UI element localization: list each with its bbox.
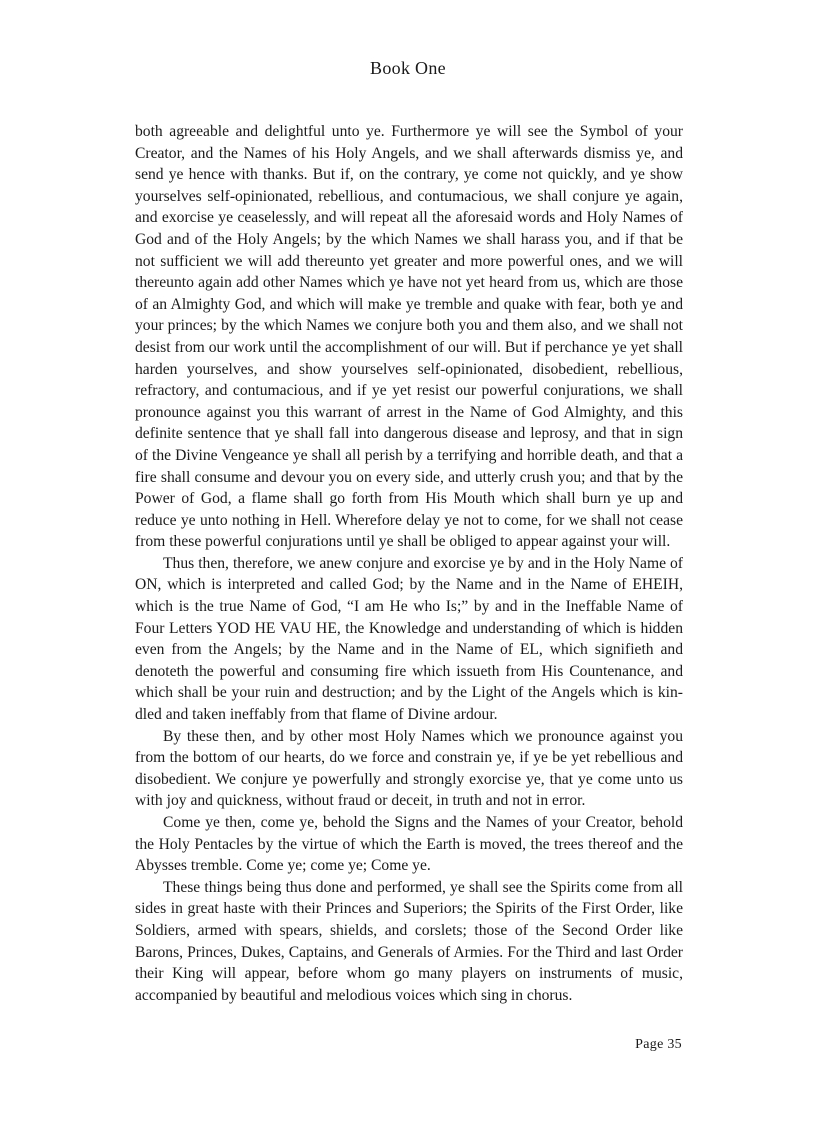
paragraph: These things being thus done and performed, ye shall see the Spirits come from all sides in great haste with their Princes and Superiors; the Spirits of the First Order, like Soldiers, armed with spears, shields, and corslets; those of the Second Order like Barons, Princes, Dukes, Captains, and Generals of Armies. For the Third and last Order their King will appear, before whom go many players on instruments of music, accompanied by beautiful and melodious voices which sing in chorus. — [135, 878, 683, 1004]
running-header: Book One — [370, 58, 446, 78]
page-number: Page 35 — [635, 1037, 682, 1052]
paragraph: By these then, and by other most Holy Names which we pronounce against you from the bottom of our hearts, do we force and constrain ye, if ye be yet rebellious and disobedient. We conjure ye powerfully and strongly exorcise ye, that ye come unto us with joy and quickness, without fraud or deceit, in truth and not in error. — [135, 727, 683, 810]
page-body — [135, 121, 683, 1006]
paragraph: both agreeable and delightful unto ye. Furthermore ye will see the Symbol of your Creator, and the Names of his Holy Angels, and we shall afterwards dismiss ye, and send ye hence with thanks. But if, on the contrary, ye come not quickly, and ye show yourselves self-opinionated, rebellious, and contumacious, we shall conjure ye again, and exorcise ye ceaselessly, and will repeat all the aforesaid words and Holy Names of God and of the Holy Angels; by the which Names we shall harass you, and if that be not sufficient we will add thereunto yet greater and more powerful ones, and we will thereunto again add other Names which ye have not yet heard from us, which are those of an Almighty God, and which will make ye tremble and quake with fear, both ye and your princes; by the which Names we conjure both you and them also, and we shall not desist from our work until the accomplishment of our will. But if perchance ye yet shall harden yourselves, and show yourselves self-opinionated, disobedient, rebellious, refractory, and contumacious, and if ye yet resist our powerful conjurations, we shall pronounce against you this warrant of arrest in the Name of God Almighty, and this definite sentence that ye shall fall into dangerous disease and leprosy, and that in sign of the Divine Vengeance ye shall all perish by a terrifying and horrible death, and that a fire shall consume and devour you on every side, and utterly crush you; and that by the Power of God, a flame shall go forth from His Mouth which shall burn ye up and reduce ye unto nothing in Hell. Wherefore delay ye not to come, for we shall not cease from these powerful conjurations until ye shall be obliged to appear against your will. — [135, 123, 683, 551]
paragraph: Thus then, therefore, we anew conjure and exorcise ye by and in the Holy Name of ON, which is interpreted and called God; by the Name and in the Name of EHEIH, which is the true Name of God, “I am He who Is;” by and in the Ineffable Name of Four Letters YOD HE VAU HE, the Knowledge and understanding of which is hidden even from the Angels; by the Name and in the Name of EL, which signifieth and denoteth the powerful and consuming fire which issueth from His Countenance, and which shall be your ruin and destruction; and by the Light of the Angels which is kindled and taken ineffably from that flame of Divine ardour. — [135, 554, 683, 724]
paragraph: Come ye then, come ye, behold the Signs and the Names of your Creator, behold the Holy Pentacles by the virtue of which the Earth is moved, the trees thereof and the Abysses tremble. Come ye; come ye; Come ye. — [135, 814, 683, 875]
